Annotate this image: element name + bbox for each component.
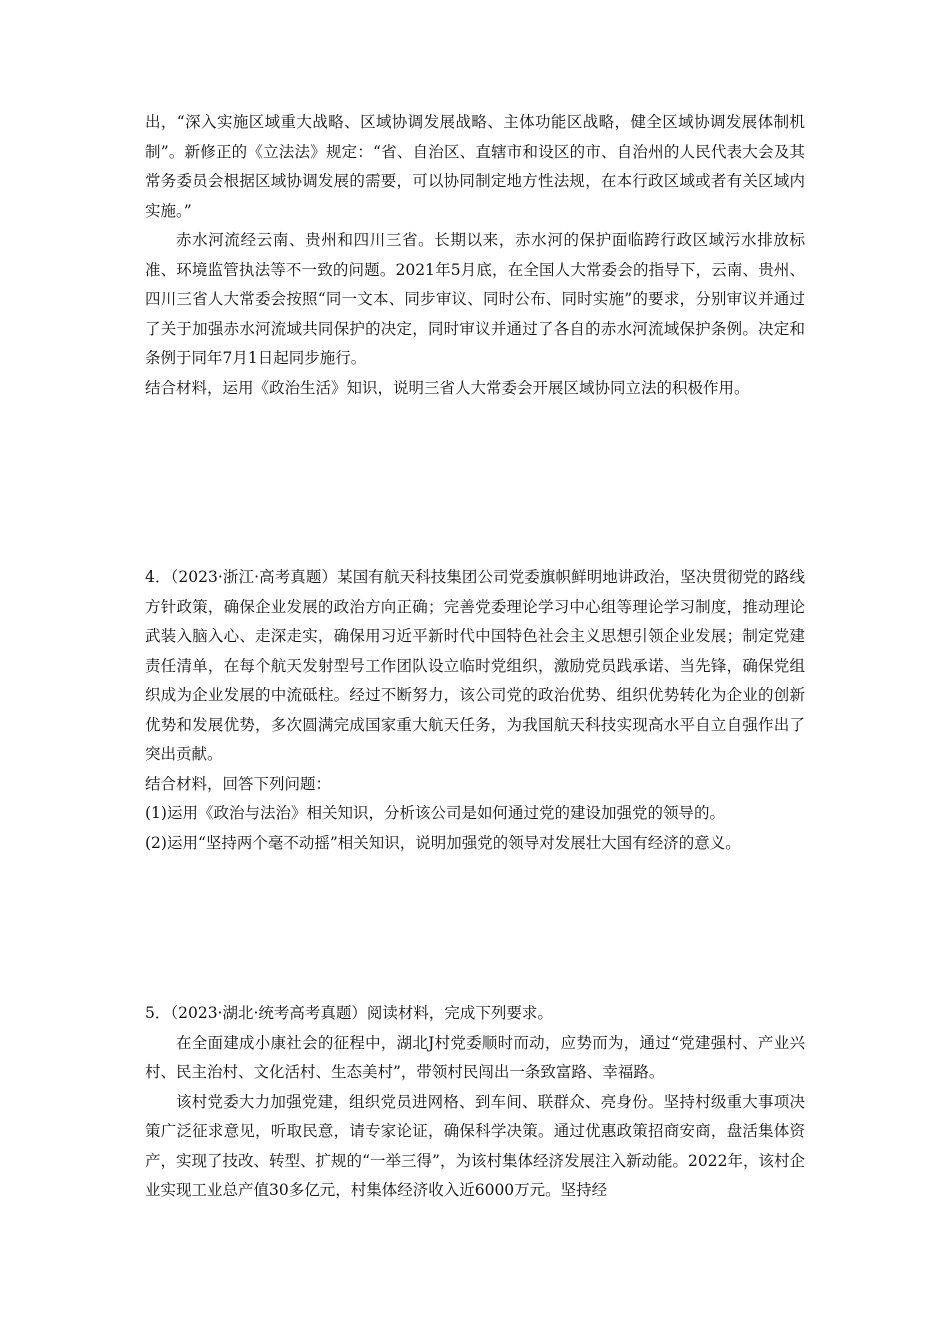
answer-space-q3 xyxy=(145,403,805,563)
q4-prompt: 结合材料，回答下列问题： xyxy=(145,774,332,793)
q4-subquestion-1: (1)运用《政治与法治》相关知识，分析该公司是如何通过党的建设加强党的领导的。 xyxy=(145,804,725,822)
q5-paragraph-1: 在全面建成小康社会的征程中，湖北J村党委顺时而动，应势而为，通过“党建强村、产业兴村、民主治村、文化活村、生态美村”，带领村民闯出一条致富路、幸福路。 xyxy=(145,1033,805,1081)
q3-question: 结合材料，运用《政治生活》知识，说明三省人大常委会开展区域协同立法的积极作用。 xyxy=(145,378,750,397)
q5-header: 5．（2023·湖北·统考高考真题）阅读材料，完成下列要求。 xyxy=(145,1004,553,1022)
q4-subquestion-2: (2)运用“坚持两个毫不动摇”相关知识，说明加强党的领导对发展壮大国有经济的意义。 xyxy=(145,833,741,852)
q4-header: 4．（2023·浙江·高考真题）某国有航天科技集团公司党委旗帜鲜明地讲政治，坚决贯彻党的路线方针政策，确保企业发展的政治方向正确；完善党委理论学习中心组等理论学习制度，推动理论武装入脑入心、走深走实，确保用习近平新时代中国特色社会主义思想引领企业发展；制定党建责任清单，在每个航天发射型号工作团队设立临时党组织，激励党员践承诺、当先锋，确保党组织成为企业发展的中流砥柱。经过不断努力，该公司党的政治优势、组织优势转化为企业的创新优势和发展优势，多次圆满完成国家重大航天任务，为我国航天科技实现高水平自立自强作出了突出贡献。 xyxy=(145,568,805,763)
q5-paragraph-2: 该村党委大力加强党建，组织党员进网格、到车间、联群众、亮身份。坚持村级重大事项决策广泛征求意见，听取民意，请专家论证，确保科学决策。通过优惠政策招商安商，盘活集体资产，实现了技改、转型、扩规的“一举三得”，为该村集体经济发展注入新动能。2022年，该村企业实现工业总产值30多亿元，村集体经济收入近6000万元。坚持经 xyxy=(145,1092,805,1199)
answer-space-q4 xyxy=(145,858,805,999)
document-page xyxy=(145,108,805,1206)
q3-material: 赤水河流经云南、贵州和四川三省。长期以来，赤水河的保护面临跨行政区域污水排放标准、环境监管执法等不一致的问题。2021年5月底，在全国人大常委会的指导下，云南、贵州、四川三省人大常委会按照“同一文本、同步审议、同时公布、同时实施”的要求，分别审议并通过了关于加强赤水河流域共同保护的决定，同时审议并通过了各自的赤水河流域保护条例。决定和条例于同年7月1日起同步施行。 xyxy=(145,231,805,367)
q3-continuation: 出，“深入实施区域重大战略、区域协调发展战略、主体功能区战略，健全区域协调发展体制机制”。新修正的《立法法》规定：“省、自治区、直辖市和设区的市、自治州的人民代表大会及其常务委员会根据区域协调发展的需要，可以协同制定地方性法规，在本行政区域或者有关区域内实施。” xyxy=(145,113,805,220)
